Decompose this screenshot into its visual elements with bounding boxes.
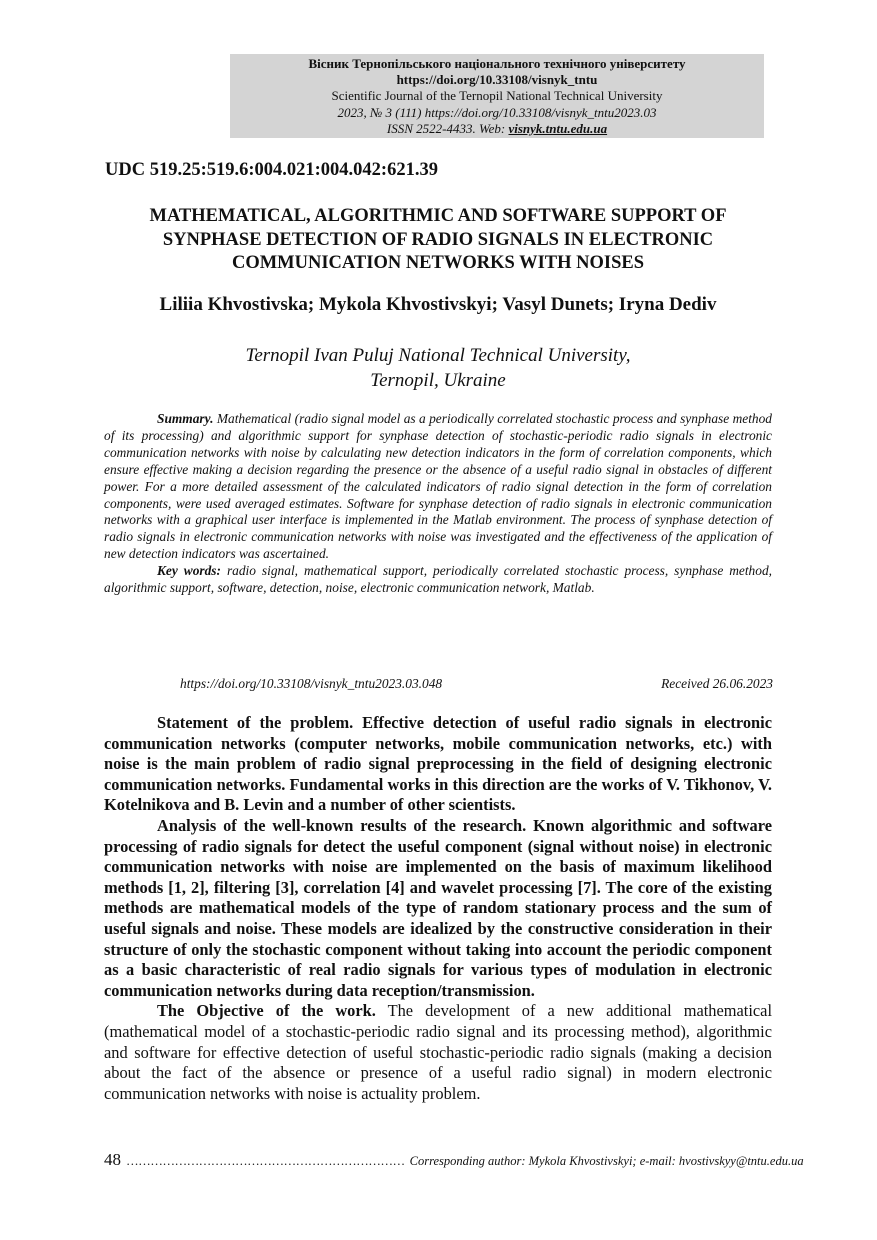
affiliation	[100, 343, 776, 393]
page-footer	[104, 1150, 804, 1170]
paper-authors: Liliia Khvostivska; Mykola Khvostivskyi; Vasyl Dunets; Iryna Dediv	[159, 294, 717, 315]
summary-paragraph	[104, 411, 772, 563]
problem-heading: Statement of the problem.	[157, 713, 354, 732]
objective-text: The development of a new additional mathematical (mathematical model of a stochastic-periodic radio signal and its processing method), algorithmic and software for effective detection of useful stochastic-periodic radio signals (making a decision about the fact of the absence or presence of a useful radio signal) in modern electronic communication networks with noise is actuality problem.	[104, 1001, 773, 1103]
article-body	[104, 713, 772, 1104]
corresponding-author: Corresponding author: Mykola Khvostivskyi; e-mail: hvostivskyy@tntu.edu.ua	[409, 1154, 804, 1168]
footer-leader-dots: ……………………………………………………………	[127, 1154, 406, 1168]
problem-paragraph	[104, 713, 772, 816]
objective-heading: The Objective of the work.	[157, 1001, 376, 1021]
analysis-heading: Analysis of the well-known results of the research.	[157, 815, 527, 835]
keywords-text: radio signal, mathematical support, periodically correlated stochastic process, synphase method, algorithmic support, software, detection, noise, electronic communication network, Matlab.	[104, 563, 772, 596]
problem-text: Effective detection of useful radio signals in electronic communication networks (computer networks, mobile communication networks, etc.) with noise is the main problem of radio signal preprocessing in the field of designing electronic communication networks. Fundamental works in this direction are the works of V. Tikhonov, V. Kotelnikova and B. Levin and a number of other scientists.	[104, 713, 772, 815]
analysis-text: Known algorithmic and software processing of radio signals for detect the useful component (signal without noise) in electronic communication networks with noise are implemented on the basis of maximum likelihood methods [1, 2], filtering [3], correlation [4] and wavelet processing [7]. The core of the existing methods are mathematical models of the type of random stationary process and the sum of useful signals and noise. These models are idealized by the constructive consideration in their structure of only the stochastic component without taking into account the periodic component as a basic characteristic of real radio signals for various types of modulation in electronic communication networks during data reception/transmission.	[104, 815, 772, 1000]
page-number: 48	[104, 1150, 121, 1169]
analysis-paragraph	[104, 816, 772, 1001]
journal-issn: ISSN 2522-4433. Web:	[386, 120, 509, 136]
paper-title: MATHEMATICAL, ALGORITHMIC AND SOFTWARE SUPPORT OF SYNPHASE DETECTION OF RADIO SIGNALS IN ELECTRONIC COMMUNICATION NETWORKS WITH NOISES	[149, 206, 727, 273]
article-doi[interactable]: https://doi.org/10.33108/visnyk_tntu2023.03.048	[180, 676, 443, 691]
journal-issue: 2023, № 3 (111) https://doi.org/10.33108/visnyk_tntu2023.03	[337, 104, 657, 120]
received-date: Received 26.06.2023	[661, 676, 773, 691]
journal-web-link[interactable]: visnyk.tntu.edu.ua	[508, 120, 608, 136]
journal-issn-line	[230, 121, 764, 137]
affiliation-line-2: Ternopil, Ukraine	[370, 370, 506, 391]
objective-paragraph	[104, 1001, 772, 1104]
journal-name-en: Scientific Journal of the Ternopil National Technical University	[331, 88, 663, 104]
journal-doi: https://doi.org/10.33108/visnyk_tntu	[396, 72, 598, 88]
summary-label: Summary.	[157, 411, 214, 426]
keywords-paragraph	[104, 563, 772, 597]
journal-header	[230, 54, 764, 138]
abstract	[104, 411, 772, 597]
keywords-label: Key words:	[157, 563, 221, 579]
affiliation-line-1: Ternopil Ivan Puluj National Technical University,	[245, 345, 631, 366]
journal-name-ua: Вісник Тернопільського національного технічного університету	[308, 56, 686, 71]
summary-text: Mathematical (radio signal model as a periodically correlated stochastic process and synphase method of its processing) and algorithmic support for synphase detection of stochastic-periodic radio signals in electronic communication networks with noise by calculating new detection indicators in the form of correlation components, which ensure effective making a decision regarding the presence or the absence of a useful radio signal in obstacles of different power. For a more detailed assessment of the calculated indicators of radio signal detection in the form of correlation components, were used averaged estimates. Software for synphase detection of radio signals in electronic communication networks with a graphical user interface is implemented in the Matlab environment. The process of synphase detection of radio signals in electronic communication networks with noise was investigated and the effectiveness of the application of new detection indicators was ascertained.	[104, 411, 773, 562]
udc-code: UDC 519.25:519.6:004.021:004.042:621.39	[105, 160, 438, 180]
